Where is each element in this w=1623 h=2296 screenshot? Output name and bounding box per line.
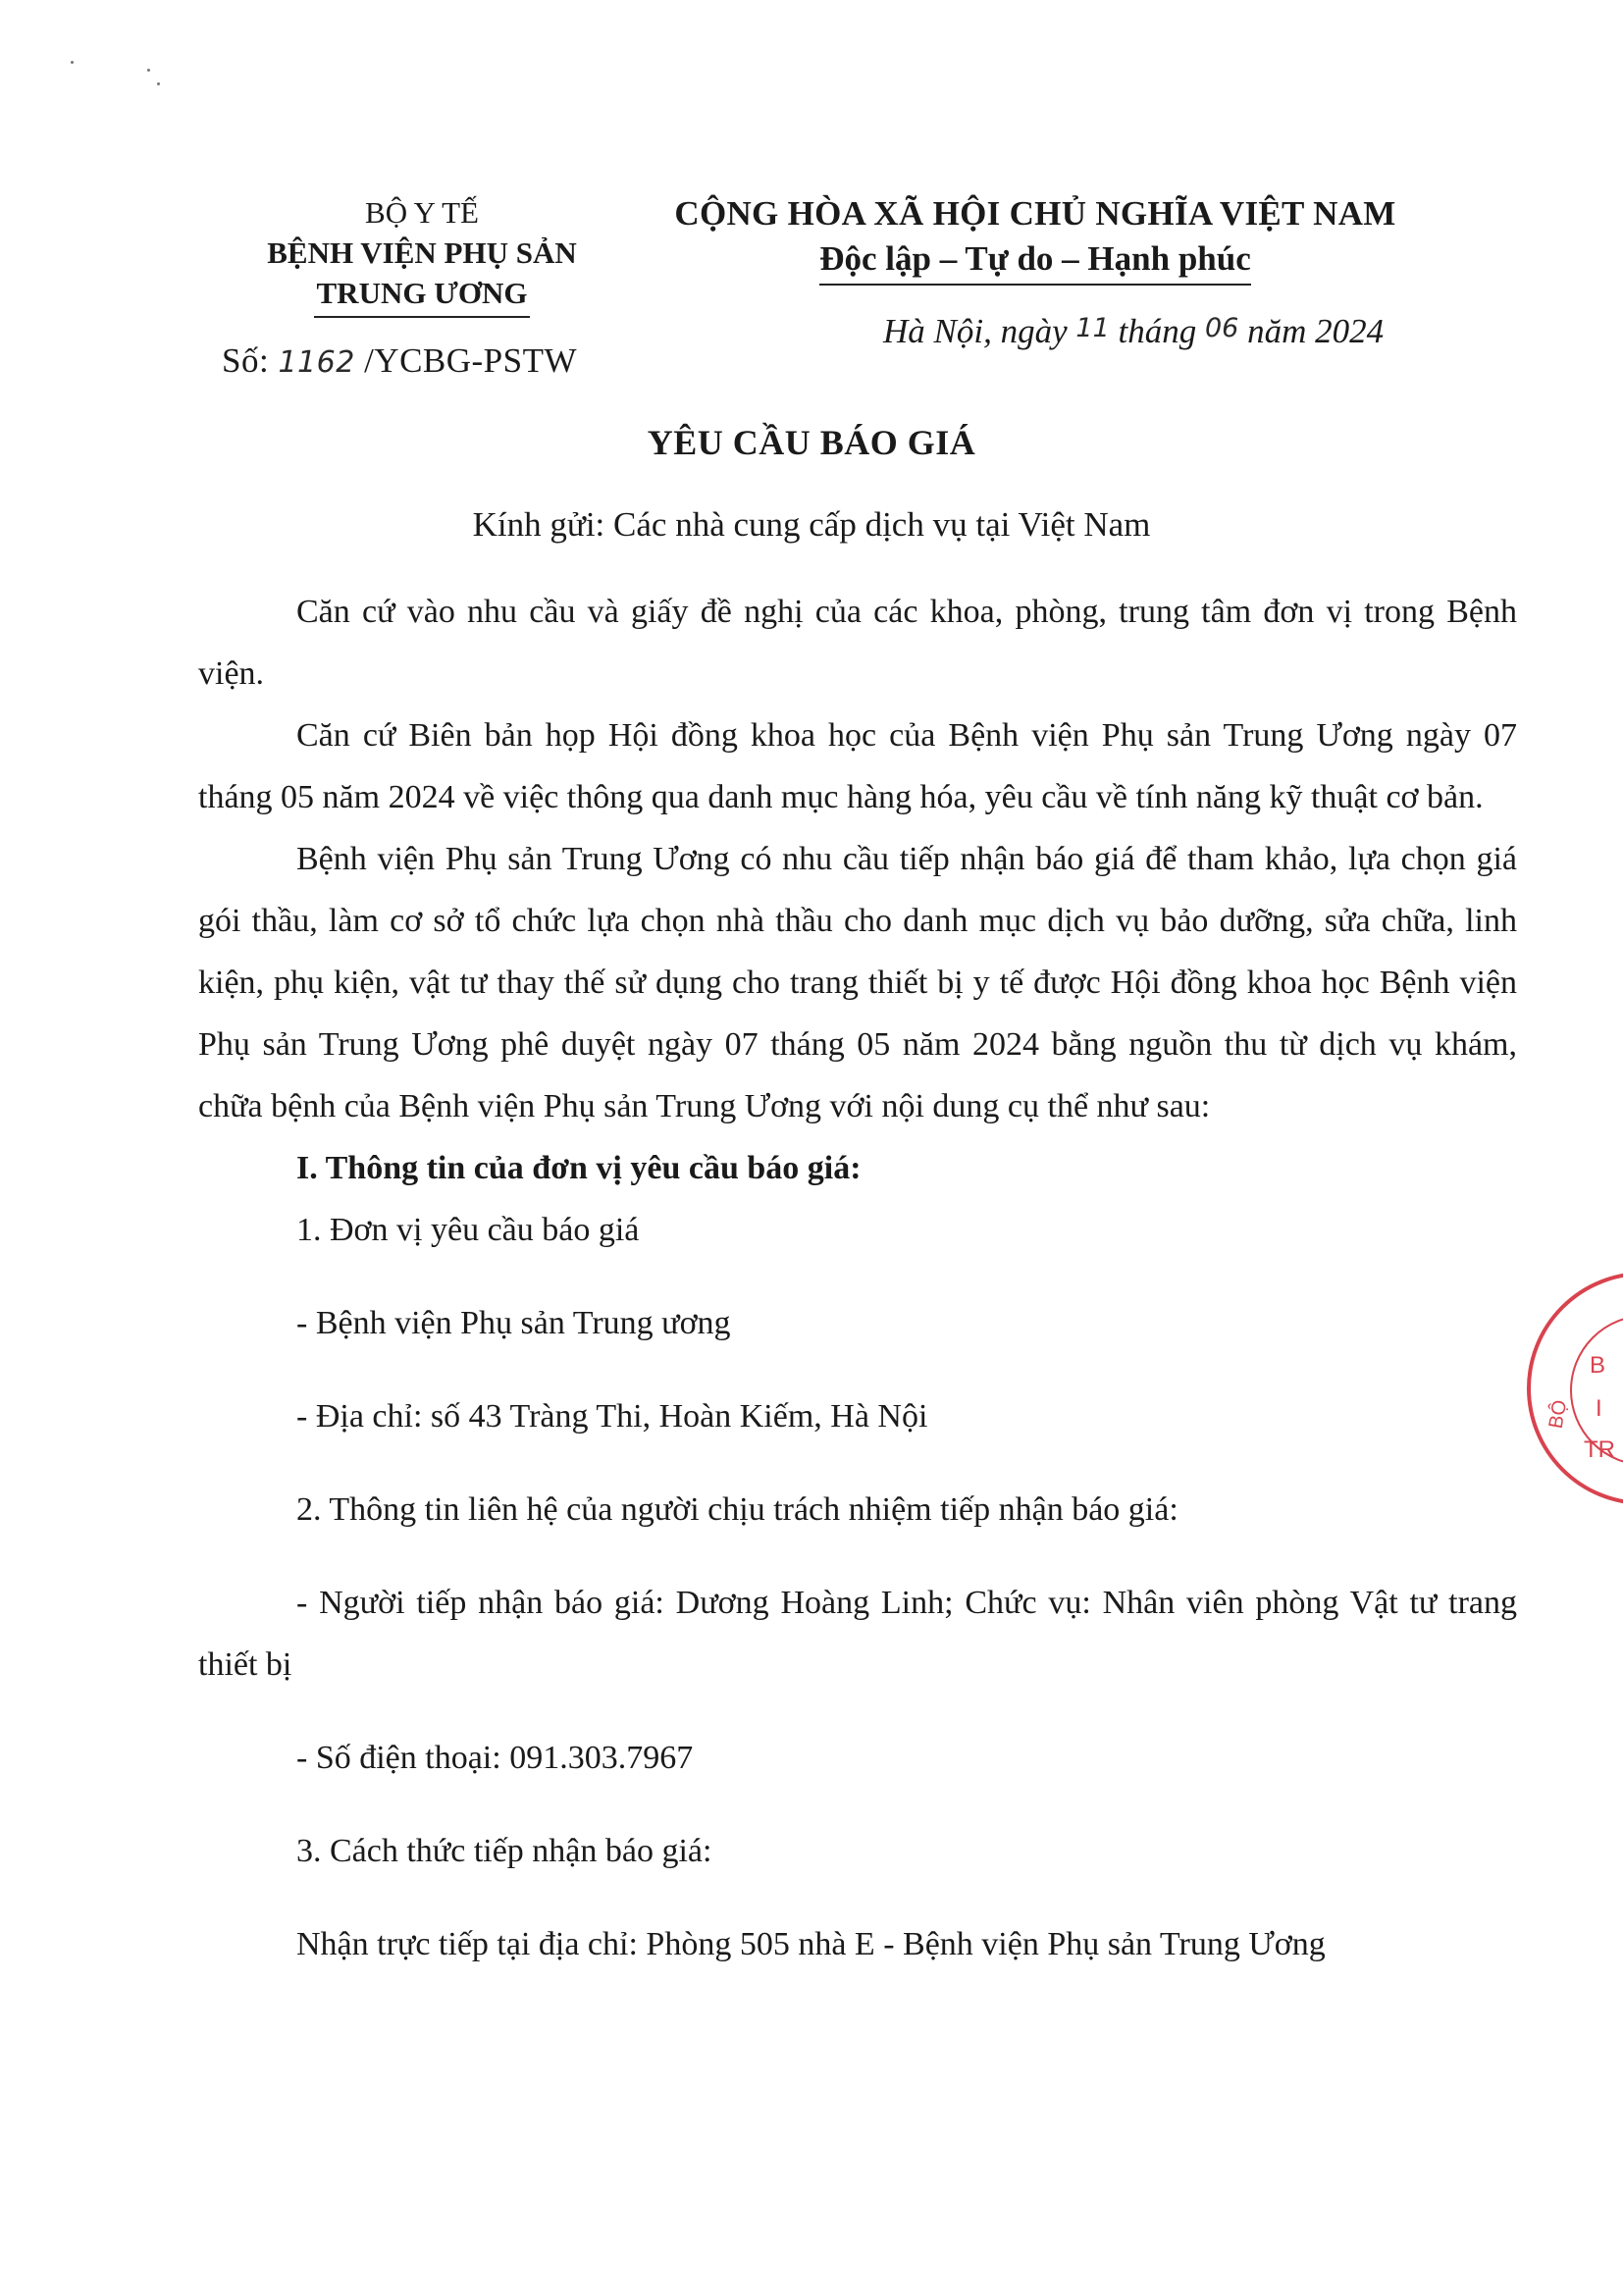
stamp-text: BỘ bbox=[1544, 1398, 1572, 1431]
item-heading: 1. Đơn vị yêu cầu báo giá bbox=[296, 1212, 640, 1248]
recipient-line: Kính gửi: Các nhà cung cấp dịch vụ tại Việt Nam bbox=[472, 505, 1151, 544]
date-day-handwritten: 11 bbox=[1075, 313, 1110, 343]
document-title: YÊU CẦU BÁO GIÁ bbox=[647, 423, 976, 462]
item-heading: 2. Thông tin liên hệ của người chịu trách nhiệm tiếp nhận báo giá: bbox=[296, 1491, 1178, 1528]
hospital-name-line2: TRUNG ƯƠNG bbox=[316, 276, 528, 310]
contact-phone: - Số điện thoại: 091.303.7967 bbox=[296, 1740, 694, 1776]
place-date-line bbox=[883, 312, 1384, 351]
document-body bbox=[198, 581, 1517, 1975]
stamp-text: B bbox=[1590, 1352, 1606, 1379]
stamp-text: TR bbox=[1584, 1436, 1615, 1463]
body-paragraph: Căn cứ Biên bản họp Hội đồng khoa học của Bệnh viện Phụ sản Trung Ương ngày 07 tháng 05 năm 2024 về việc thông qua danh mục hàng hóa, yêu cầu về tính năng kỹ thuật cơ bản. bbox=[198, 717, 1517, 815]
stamp-text: I bbox=[1596, 1395, 1602, 1422]
item-heading: 3. Cách thức tiếp nhận báo giá: bbox=[296, 1833, 712, 1869]
document-number-suffix: /YCBG-PSTW bbox=[364, 341, 578, 380]
ministry-name: BỘ Y TẾ bbox=[365, 195, 479, 230]
requester-name: - Bệnh viện Phụ sản Trung ương bbox=[296, 1305, 731, 1341]
document-number-prefix: Số: bbox=[222, 341, 270, 380]
scan-speck bbox=[157, 82, 160, 85]
receipt-method: Nhận trực tiếp tại địa chỉ: Phòng 505 nhà E - Bệnh viện Phụ sản Trung Ương bbox=[296, 1926, 1326, 1962]
header-underline bbox=[314, 316, 530, 318]
issuing-authority-block bbox=[196, 192, 648, 318]
scan-speck bbox=[71, 61, 74, 64]
date-year: năm 2024 bbox=[1247, 312, 1385, 350]
document-number bbox=[222, 341, 577, 381]
hospital-name-line1: BỆNH VIỆN PHỤ SẢN bbox=[267, 235, 577, 270]
date-month-label: tháng bbox=[1118, 312, 1197, 350]
national-header-block bbox=[638, 191, 1433, 288]
date-month-handwritten: 06 bbox=[1204, 313, 1239, 343]
body-paragraph: Căn cứ vào nhu cầu và giấy đề nghị của các khoa, phòng, trung tâm đơn vị trong Bệnh viện. bbox=[198, 594, 1517, 692]
contact-person: - Người tiếp nhận báo giá: Dương Hoàng Linh; Chức vụ: Nhân viên phòng Vật tư trang thiết bị bbox=[198, 1585, 1517, 1683]
scan-speck bbox=[147, 69, 150, 72]
requester-address: - Địa chỉ: số 43 Tràng Thi, Hoàn Kiếm, Hà Nội bbox=[296, 1398, 928, 1435]
document-number-handwritten: 1162 bbox=[278, 345, 355, 380]
body-paragraph: Bệnh viện Phụ sản Trung Ương có nhu cầu tiếp nhận báo giá để tham khảo, lựa chọn giá gói thầu, làm cơ sở tổ chức lựa chọn nhà thầu cho danh mục dịch vụ bảo dưỡng, sửa chữa, linh kiện, phụ kiện, vật tư thay thế sử dụng cho trang thiết bị y tế được Hội đồng khoa học Bệnh viện Phụ sản Trung Ương phê duyệt ngày 07 tháng 05 năm 2024 bằng nguồn thu từ dịch vụ khám, chữa bệnh của Bệnh viện Phụ sản Trung Ương với nội dung cụ thể như sau: bbox=[198, 841, 1517, 1124]
date-place: Hà Nội, ngày bbox=[883, 312, 1068, 350]
section-heading: I. Thông tin của đơn vị yêu cầu báo giá: bbox=[296, 1150, 862, 1186]
national-title: CỘNG HÒA XÃ HỘI CHỦ NGHĨA VIỆT NAM bbox=[674, 194, 1396, 233]
national-motto: Độc lập – Tự do – Hạnh phúc bbox=[819, 236, 1251, 286]
